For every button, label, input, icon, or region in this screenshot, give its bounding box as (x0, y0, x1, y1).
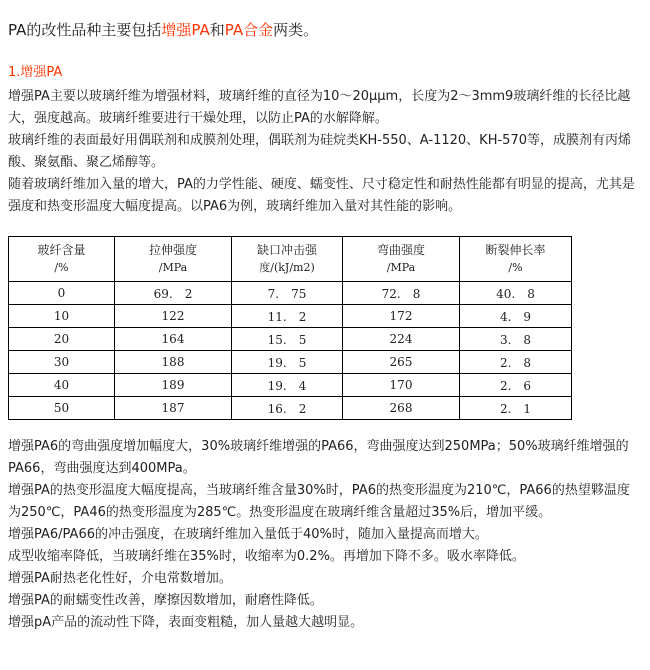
table-cell: 11. 2 (232, 305, 343, 328)
paragraph-glass-fiber-intro: 增强PA主要以玻璃纤维为增强材料，玻璃纤维的直径为10～20μμm，长度为2～3mm9玻璃纤维的长径比越大，强度越高。玻璃纤维要进行干燥处理，以防止PA的水解降解。 (8, 89, 631, 126)
table-cell: 69. 2 (115, 282, 232, 305)
heading-highlight-reinforced-pa: 增强PA (161, 21, 210, 39)
header-elongation: 断裂伸长率 /% (460, 237, 572, 282)
table-cell: 188 (115, 351, 232, 374)
table-cell: 7. 75 (232, 282, 343, 305)
heading-prefix: PA的改性品种主要包括 (8, 21, 162, 39)
header-tensile-strength: 拉伸强度 /MPa (115, 237, 232, 282)
table-cell: 72. 8 (343, 282, 460, 305)
table-row (9, 282, 572, 305)
table-cell: 164 (115, 328, 232, 351)
heading-middle: 和 (209, 21, 225, 39)
table-cell: 40. 8 (460, 282, 572, 305)
table-cell: 122 (115, 305, 232, 328)
table-cell: 30 (9, 351, 115, 374)
paragraph-impact: 增强PA6/PA66的冲击强度，在玻璃纤维加入量低于40%时，随加入量提高而增大。 (8, 527, 488, 542)
section-title: 1.增强PA (8, 65, 63, 80)
paragraph-heat-deflection: 增强PA的热变形温度大幅度提高，当玻璃纤维含量30%时，PA6的热变形温度为210℃，PA66的热望夥温度为250℃，PA46的热变形温度为285℃。热变形温度在玻璃纤维含量超过35%后，增加平缓。 (8, 483, 630, 520)
table-cell: 2. 6 (460, 374, 572, 397)
table-row (9, 305, 572, 328)
table-cell: 2. 1 (460, 397, 572, 420)
table-cell: 19. 5 (232, 351, 343, 374)
table-row (9, 374, 572, 397)
paragraph-heat-aging: 增强PA耐热老化性好，介电常数增加。 (8, 571, 232, 586)
table-cell: 3. 8 (460, 328, 572, 351)
header-flexural-strength: 弯曲强度 /MPa (343, 237, 460, 282)
conclusions-section (8, 436, 640, 634)
table-cell: 19. 4 (232, 374, 343, 397)
heading-suffix: 两类。 (273, 21, 319, 39)
table-row (9, 397, 572, 420)
table-cell: 50 (9, 397, 115, 420)
header-impact-strength: 缺口冲击强 度/(kJ/m2) (232, 237, 343, 282)
table-cell: 0 (9, 282, 115, 305)
table-cell: 15. 5 (232, 328, 343, 351)
page-heading (8, 20, 318, 40)
table-cell: 16. 2 (232, 397, 343, 420)
table-header-row (9, 237, 572, 282)
table-cell: 224 (343, 328, 460, 351)
table-row (9, 351, 572, 374)
paragraph-performance-intro: 随着玻璃纤维加入量的增大，PA的力学性能、硬度、蠕变性、尺寸稳定性和耐热性能都有明显的提高，尤其是强度和热变形温度大幅度提高。以PA6为例，玻璃纤维加入量对其性能的影响。 (8, 177, 635, 214)
table-cell: 40 (9, 374, 115, 397)
header-fiber-content: 玻纤含量 /% (9, 237, 115, 282)
table-cell: 10 (9, 305, 115, 328)
paragraph-flow: 增强pA产品的流动性下降，表面变粗糙，加人量越大越明显。 (8, 615, 364, 630)
table-cell: 4. 9 (460, 305, 572, 328)
table-cell: 20 (9, 328, 115, 351)
properties-table (8, 236, 572, 420)
table-cell: 170 (343, 374, 460, 397)
heading-highlight-pa-alloy: PA合金 (224, 21, 274, 39)
paragraph-creep: 增强PA的耐蠕变性改善，摩擦因数增加，耐磨性降低。 (8, 593, 323, 608)
paragraph-flexural: 增强PA6的弯曲强度增加幅度大，30%玻璃纤维增强的PA66，弯曲强度达到250MPa；50%玻璃纤维增强的PA66，弯曲强度达到400MPa。 (8, 439, 629, 476)
table-cell: 172 (343, 305, 460, 328)
paragraph-shrinkage: 成型收缩率降低，当玻璃纤维在35%时，收缩率为0.2%。再增加下降不多。吸水率降低。 (8, 549, 525, 564)
table-row (9, 328, 572, 351)
table-cell: 187 (115, 397, 232, 420)
paragraph-surface-treatment: 玻璃纤维的表面最好用偶联剂和成膜剂处理，偶联剂为硅烷类KH-550、A-1120、KH-570等，成膜剂有丙烯酸、聚氨酯、聚乙烯醇等。 (8, 133, 631, 170)
table-cell: 268 (343, 397, 460, 420)
table-cell: 265 (343, 351, 460, 374)
table-cell: 189 (115, 374, 232, 397)
table-cell: 2. 8 (460, 351, 572, 374)
